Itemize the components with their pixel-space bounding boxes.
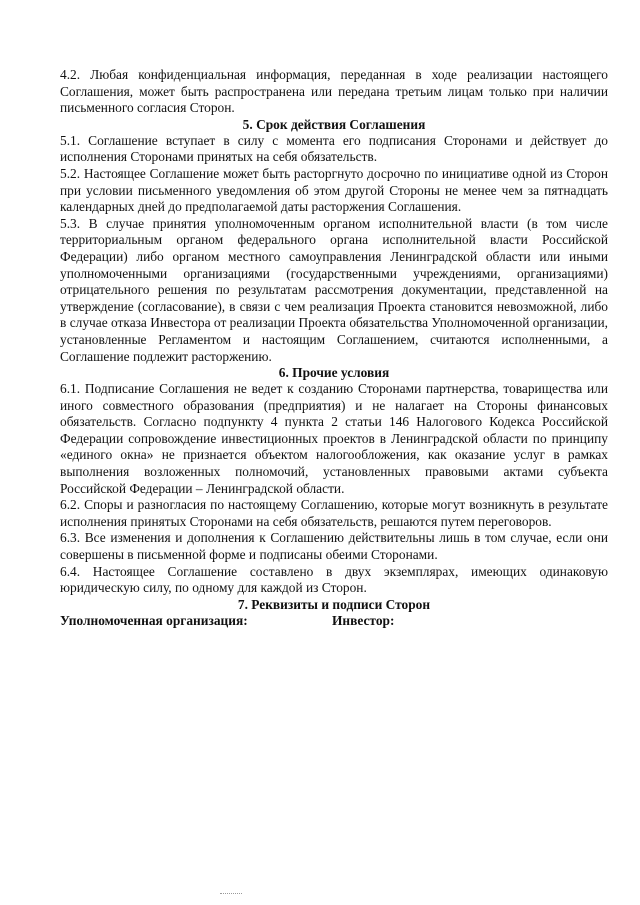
authorized-organization-label: Уполномоченная организация: [60,612,248,628]
section-5-heading: 5. Срок действия Соглашения [242,116,426,132]
paragraph-6-2: 6.2. Споры и разногласия по настоящему Соглашению, которые могут возникнуть в результате исполнения принятых Сторонами на себя обязательств, решаются путем переговоров. [60,497,608,529]
page-edge-mark [220,893,242,894]
signatures-row [60,613,608,629]
paragraph-6-1: 6.1. Подписание Соглашения не ведет к созданию Сторонами партнерства, товарищества или иного совместного образования (предприятия) и не налагает на Стороны финансовых обязательств. Согласно подпункту 4 пункта 2 статьи 146 Налогового Кодекса Российской Федерации сопровождение инвестиционных проектов в Ленинградской области по принципу «единого окна» не признается объектом налогообложения, как оказание услуг в рамках выполнения возложенных полномочий, установленных правовыми актами субъекта Российской Федерации – Ленинградской области. [60,381,608,496]
investor-label: Инвестор: [332,612,395,628]
section-7-heading: 7. Реквизиты и подписи Сторон [237,596,431,612]
section-5-body [60,133,608,365]
paragraph-6-4: 6.4. Настоящее Соглашение составлено в двух экземплярах, имеющих одинаковую юридическую силу, по одному для каждой из Сторон. [60,563,608,596]
paragraph-5-3: 5.3. В случае принятия уполномоченным органом исполнительной власти (в том числе территориальным органом федерального органа исполнительной власти Российской Федерации) либо органом местного самоуправления Ленинградской области или иными уполномоченными организациями (государственными учреждениями, организациями) отрицательного решения по результатам рассмотрения документации, представленной на утверждение (согласование), в связи с чем реализация Проекта становится невозможной, либо в случае отказа Инвестора от реализации Проекта обязательства Уполномоченной организации, установленные Регламентом и настоящим Соглашением, считаются исполненными, а Соглашение подлежит расторжению. [60,215,608,364]
paragraph-5-1: 5.1. Соглашение вступает в силу с момента его подписания Сторонами и действует до исполнения Сторонами принятых на себя обязательств. [60,132,608,165]
section-6-heading: 6. Прочие условия [278,365,390,381]
paragraph-6-3: 6.3. Все изменения и дополнения к Соглашению действительны лишь в том случае, если они совершены в письменной форме и подписаны обеими Сторонами. [60,530,608,563]
paragraph-4-2: 4.2. Любая конфиденциальная информация, переданная в ходе реализации настоящего Соглашения, может быть распространена или передана третьим лицам только при наличии письменного согласия Сторон. [60,67,608,116]
section-6-body [60,381,608,597]
paragraph-5-2: 5.2. Настоящее Соглашение может быть расторгнуто досрочно по инициативе одной из Сторон при условии письменного уведомления об этом другой Стороны не менее чем за пятнадцать календарных дней до предполагаемой даты расторжения Соглашения. [60,165,608,215]
